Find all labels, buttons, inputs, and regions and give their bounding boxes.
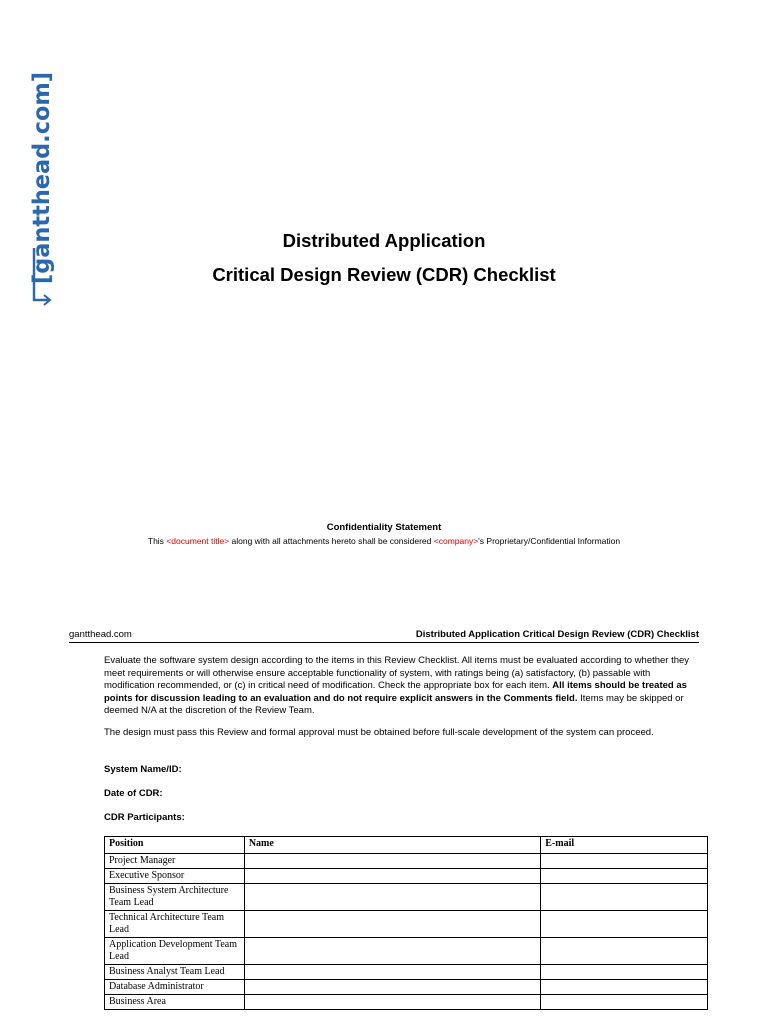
name-cell[interactable] [244,869,540,884]
table-row [105,938,708,965]
table-row [105,965,708,980]
position-cell: Business System Architecture Team Lead [105,884,245,911]
position-cell: Business Analyst Team Lead [105,965,245,980]
date-of-cdr-label: Date of CDR: [104,788,163,799]
confidentiality-statement [0,536,768,546]
document-title-placeholder: <document title> [166,536,230,546]
intro-tail: Items may be skipped or deemed N/A at the discretion of the Review Team. [104,692,684,717]
table-row [105,869,708,884]
email-cell[interactable] [541,869,708,884]
intro-text: Evaluate the software system design according to the items in this Review Checklist. All items must be evaluated according to whether they meet requirements or will otherwise ensure acceptable functionality of system, with ratings being (a) satisfactory, (b) passable with modification recommended, or (c) in critical need of modification. Check the appropriate box for each item. [104,655,690,692]
intro-bold-text: All items should be treated as points for discussion leading to an evaluation and do not require explicit answers in the Comments field. [104,680,687,704]
email-cell[interactable] [541,854,708,869]
name-cell[interactable] [244,911,540,938]
header-site: gantthead.com [69,629,132,640]
position-cell: Project Manager [105,854,245,869]
column-header-name: Name [244,837,540,854]
email-cell[interactable] [541,938,708,965]
intro-paragraph [104,655,700,718]
email-cell[interactable] [541,911,708,938]
confidentiality-heading: Confidentiality Statement [326,522,442,533]
conf-prefix: This [147,536,167,546]
position-cell: Technical Architecture Team Lead [105,911,245,938]
position-cell: Application Development Team Lead [105,938,245,965]
name-cell[interactable] [244,938,540,965]
system-name-label: System Name/ID: [104,764,182,775]
table-row [105,911,708,938]
document-title-line-2: Critical Design Review (CDR) Checklist [212,264,556,285]
name-cell[interactable] [244,965,540,980]
table-row [105,884,708,911]
email-cell[interactable] [541,884,708,911]
document-title-line-1: Distributed Application [282,230,486,251]
table-header-row [105,837,708,854]
column-header-position: Position [105,837,245,854]
name-cell[interactable] [244,884,540,911]
position-cell: Database Administrator [105,980,245,995]
email-cell[interactable] [541,980,708,995]
table-row [105,995,708,1010]
header-doc-title: Distributed Application Critical Design Review (CDR) Checklist [415,629,699,640]
participants-table [104,836,708,1010]
table-row [105,854,708,869]
name-cell[interactable] [244,980,540,995]
position-cell: Executive Sponsor [105,869,245,884]
position-cell: Business Area [105,995,245,1010]
column-header-email: E-mail [541,837,708,854]
email-cell[interactable] [541,995,708,1010]
logo-wordmark: [gantthead.com] [29,66,55,284]
page-header [69,628,699,643]
table-row [105,980,708,995]
name-cell[interactable] [244,995,540,1010]
conf-suffix: 's Proprietary/Confidential Information [478,536,621,546]
email-cell[interactable] [541,965,708,980]
name-cell[interactable] [244,854,540,869]
approval-paragraph: The design must pass this Review and formal approval must be obtained before full-scale development of the system can proceed. [104,727,654,738]
conf-middle: along with all attachments hereto shall be considered [229,536,434,546]
cdr-participants-label: CDR Participants: [104,812,185,823]
company-placeholder: <company> [433,536,479,546]
